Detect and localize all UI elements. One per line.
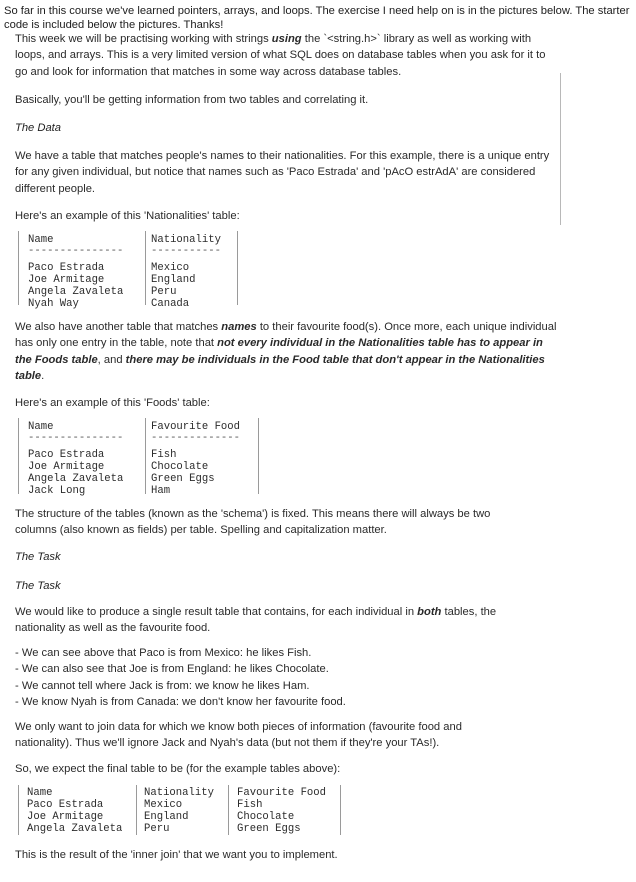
table-cell: Angela Zavaleta [28,473,124,485]
paragraph-data-desc: We have a table that matches people's names to their nationalities. For this example, there is a unique entry for any given individual, but notice that names such as 'Paco Estrada' and 'pAcO estrAdA' are considered different people. [15,150,550,195]
p1-text-a: This week we will be practising working with strings [15,33,272,45]
column-header: Favourite Food [237,787,327,799]
table-cell: Mexico [151,262,190,274]
table-cell: Green Eggs [151,473,215,485]
paragraph-nat-example: Here's an example of this 'Nationalities' table: [15,210,240,222]
table-divider [136,785,137,835]
result-food-column [237,785,326,835]
table-border-left [18,418,19,494]
column-header: Nationality [151,234,221,246]
table-cell: Paco Estrada [27,799,104,811]
table-cell: England [151,274,196,286]
table-cell: Chocolate [237,811,295,823]
paragraph-intro [15,31,560,80]
nat-name-column [28,231,123,310]
paragraph-join-both: We only want to join data for which we know both pieces of information (favourite food and nationality). Thus we'll ignore Jack and Nyah's data (but not them if they're your TAs!). [15,721,462,750]
p5-emph-names: names [221,321,257,333]
table-border-right [340,785,341,835]
column-header: Name [27,787,53,799]
p1-emphasis: using [271,33,302,45]
table-divider [228,785,229,835]
result-name-column [27,785,122,835]
nationalities-table [18,231,248,310]
result-table [18,785,348,835]
table-cell: Peru [144,823,170,835]
table-border-right [237,231,238,305]
list-item: - We know Nyah is from Canada: we don't know her favourite food. [15,695,346,708]
p8-emph-both: both [417,606,442,618]
heading-the-data: The Data [15,122,62,134]
table-divider [145,231,146,305]
table-cell: Fish [151,449,177,461]
column-header: Name [28,234,54,246]
table-cell: Jack Long [28,485,86,497]
table-cell: Ham [151,485,171,497]
table-cell: Canada [151,298,190,310]
header-rule: --------------- [28,432,124,444]
table-border-left [18,785,19,835]
paragraph-foods-desc [15,319,560,384]
p5-text-c: to their favourite food(s). Once more, each unique individual has only one entry in the table, note that [15,321,557,350]
list-item: - We can see above that Paco is from Mexico: he likes Fish. [15,647,312,659]
header-rule: ----------- [151,245,221,257]
table-cell: Angela Zavaleta [27,823,123,835]
table-cell: Green Eggs [237,823,301,835]
table-border-left [18,231,19,305]
paragraph-inner-join: This is the result of the 'inner join' that we want you to implement. [15,849,338,861]
heading-task-2: The Task [15,580,61,592]
result-nationality-column [144,785,214,835]
table-cell: Joe Armitage [28,461,105,473]
table-cell: Angela Zavaleta [28,286,124,298]
column-header: Name [28,421,54,433]
p8-text-a: We would like to produce a single result table that contains, for each individual in [15,606,418,618]
examples-list [15,645,346,710]
intro-text: So far in this course we've learned pointers, arrays, and loops. The exercise I need help on is in the pictures below. The starter code is included below the pictures. Thanks! [4,5,630,31]
p5-emph-may-be: there may be individuals in the Food table that don't appear in the Nationalities table [15,353,545,382]
header-rule: --------------- [28,245,124,257]
nat-nationality-column [151,231,221,310]
table-cell: Paco Estrada [28,262,105,274]
table-cell: England [144,811,189,823]
p5-text-a: We also have another table that matches [15,321,222,333]
table-cell: Nyah Way [28,298,79,310]
list-item: - We can also see that Joe is from England: he likes Chocolate. [15,663,329,676]
foods-table [18,418,268,497]
side-divider [560,73,561,225]
table-cell: Peru [151,286,177,298]
table-cell: Fish [237,799,263,811]
column-header: Favourite Food [151,421,241,433]
heading-task-1: The Task [15,551,61,563]
p1-text-c: the `<string.h>` library as well as working with loops, and arrays. This is a very limited version of what SQL does on database tables when you ask for it to go and look for information that matches in some way across database tables. [15,33,546,78]
table-border-right [258,418,259,494]
table-cell: Joe Armitage [28,274,105,286]
p5-text-e: , and [97,353,126,366]
paragraph-expect: So, we expect the final table to be (for the example tables above): [15,763,341,775]
column-header: Nationality [144,787,214,799]
list-item: - We cannot tell where Jack is from: we know he likes Ham. [15,679,310,692]
table-cell: Mexico [144,799,183,811]
paragraph-task-desc [15,604,515,637]
paragraph-foods-example: Here's an example of this 'Foods' table: [15,397,210,409]
table-cell: Chocolate [151,461,209,473]
header-rule: -------------- [151,432,241,444]
table-cell: Paco Estrada [28,449,105,461]
paragraph-basically: Basically, you'll be getting information from two tables and correlating it. [15,94,369,106]
table-cell: Joe Armitage [27,811,104,823]
p5-emph-not-every: not every individual in the Nationalities table has to appear in the Foods table [15,337,543,366]
p5-text-g: . [41,369,45,382]
table-divider [145,418,146,494]
food-favourite-column [151,418,240,497]
paragraph-schema: The structure of the tables (known as the 'schema') is fixed. This means there will always be two columns (also known as fields) per table. Spelling and capitalization matter. [15,508,491,537]
p8-text-c: tables, the nationality as well as the favourite food. [15,606,497,635]
food-name-column [28,418,123,497]
